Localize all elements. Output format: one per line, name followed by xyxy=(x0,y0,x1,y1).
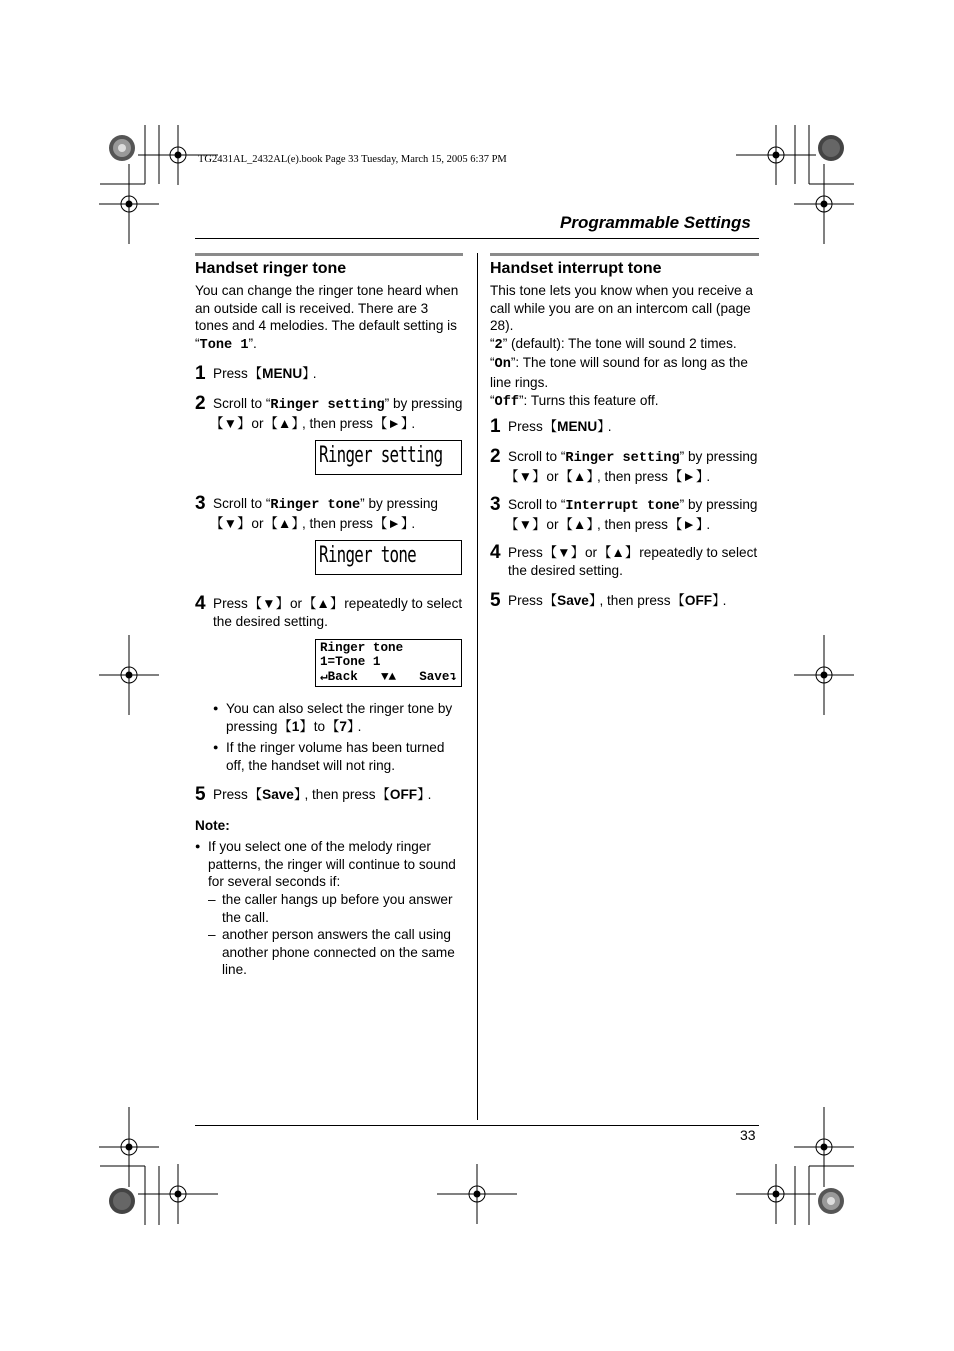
note-bullet: ● If you select one of the melody ringer patterns, the ringer will continue to sound for several seconds if: xyxy=(195,838,465,891)
save-label: Save↴ xyxy=(419,669,457,684)
down-key: 【 ▼ 】 xyxy=(547,545,582,560)
bottom-rule xyxy=(195,1125,759,1126)
note-dash-2: – another person answers the call using another phone connected on the same line. xyxy=(208,927,455,978)
bullet-icon xyxy=(213,700,226,735)
left-column-bar xyxy=(195,253,463,256)
left-bullet-1: ● You can also select the ringer tone by pressing 【 1 】 to 【 7 】 . xyxy=(213,700,465,735)
right-key: 【 ► 】 xyxy=(377,516,412,531)
down-key: 【 ▼ 】 xyxy=(213,516,248,531)
left-step-1: 1 Press 【 MENU 】 . xyxy=(195,365,465,383)
down-key: 【 ▼ 】 xyxy=(508,469,543,484)
bullet-icon xyxy=(195,838,208,891)
off-key: 【 OFF 】 xyxy=(674,593,722,608)
left-step-2: 2 Scroll to “Ringer setting” by pressing 【 ▼ 】 or 【 ▲ 】 , then press 【 ► 】 . xyxy=(195,395,465,433)
up-key: 【 ▲ 】 xyxy=(267,416,302,431)
up-key: 【 ▲ 】 xyxy=(601,545,636,560)
right-key: 【 ► 】 xyxy=(672,517,707,532)
right-step-4: 4 Press 【 ▼ 】 or 【 ▲ 】 repeatedly to select the desired setting. xyxy=(490,544,760,580)
lcd-ringer-setting: Ringer setting xyxy=(315,440,462,475)
down-key: 【 ▼ 】 xyxy=(508,517,543,532)
right-step-1: 1 Press 【 MENU 】 . xyxy=(490,418,760,436)
left-step-4: 4 Press 【 ▼ 】 or 【 ▲ 】 repeatedly to select the desired setting. xyxy=(195,595,465,631)
right-step-2: 2 Scroll to “Ringer setting” by pressing 【 ▼ 】 or 【 ▲ 】 , then press 【 ► 】 . xyxy=(490,448,760,486)
lcd-ringer-tone: Ringer tone xyxy=(315,540,462,575)
left-step-5: 5 Press 【 Save 】 , then press 【 OFF 】 . xyxy=(195,786,465,804)
menu-key: 【 MENU 】 xyxy=(547,419,608,434)
right-intro: This tone lets you know when you receive a call while you are on an intercom call (page 28). “2” (default): The tone will sound 2 times. “On”: The tone will sound for as long as the line rings. “Off”: Turns this feature off. xyxy=(490,283,753,410)
up-key: 【 ▲ 】 xyxy=(562,517,597,532)
up-key: 【 ▲ 】 xyxy=(562,469,597,484)
scroll-arrows-icon: ▼▲ xyxy=(380,669,397,684)
back-label: ↵Back xyxy=(320,669,358,684)
page-number: 33 xyxy=(740,1127,756,1143)
off-key: 【 OFF 】 xyxy=(379,787,427,802)
right-title: Handset interrupt tone xyxy=(490,260,662,277)
right-key: 【 ► 】 xyxy=(377,416,412,431)
menu-key: 【 MENU 】 xyxy=(252,366,313,381)
left-step-3: 3 Scroll to “Ringer tone” by pressing 【 ▼ 】 or 【 ▲ 】 , then press 【 ► 】 . xyxy=(195,495,465,533)
bullet-icon xyxy=(213,739,226,774)
note-dash-1: – the caller hangs up before you answer the call. xyxy=(208,892,453,925)
left-intro: You can change the ringer tone heard when an outside call is received. There are 3 tones and 4 melodies. The default setting is “Tone 1”. xyxy=(195,283,459,353)
right-column-bar xyxy=(490,253,759,256)
note-label: Note: xyxy=(195,818,230,833)
left-bullet-2: ● If the ringer volume has been turned off, the handset will not ring. xyxy=(213,739,465,774)
save-key: 【 Save 】 xyxy=(252,787,305,802)
top-rule xyxy=(195,238,759,239)
file-info: TG2431AL_2432AL(e).book Page 33 Tuesday, March 15, 2005 6:37 PM xyxy=(198,154,507,165)
down-key: 【 ▼ 】 xyxy=(252,596,287,611)
left-title: Handset ringer tone xyxy=(195,260,347,277)
lcd-ringer-tone-selection: Ringer tone 1=Tone 1 ↵Back ▼▲ Save↴ xyxy=(315,639,462,687)
section-title: Programmable Settings xyxy=(560,213,751,232)
right-step-5: 5 Press 【 Save 】 , then press 【 OFF 】 . xyxy=(490,592,760,610)
right-key: 【 ► 】 xyxy=(672,469,707,484)
right-step-3: 3 Scroll to “Interrupt tone” by pressing 【 ▼ 】 or 【 ▲ 】 , then press 【 ► 】 . xyxy=(490,496,760,534)
up-key: 【 ▲ 】 xyxy=(267,516,302,531)
down-key: 【 ▼ 】 xyxy=(213,416,248,431)
up-key: 【 ▲ 】 xyxy=(306,596,341,611)
save-key: 【 Save 】 xyxy=(547,593,600,608)
column-divider xyxy=(477,253,478,1120)
